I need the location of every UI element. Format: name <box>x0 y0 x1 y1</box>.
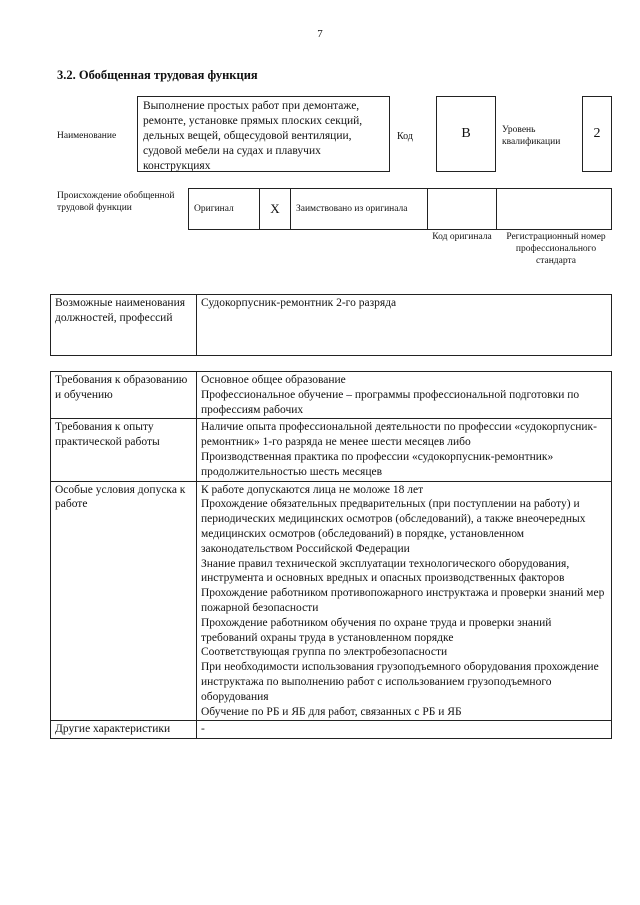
experience-label: Требования к опыту практической работы <box>51 419 197 481</box>
experience-value <box>197 419 612 481</box>
reg-number-caption: Регистрационный номер профессионального стандарта <box>506 232 606 266</box>
reg-number-cell <box>497 189 612 230</box>
origin-table <box>188 188 612 230</box>
origin-label: Происхождение обобщенной трудовой функции <box>57 191 175 213</box>
education-value <box>197 372 612 419</box>
list-item: Основное общее образование <box>201 374 346 386</box>
list-item: Соответствующая группа по электробезопасности <box>201 646 448 659</box>
list-item: Прохождение обязательных предварительных (при поступлении на работу) и периодических медицинских осмотров (обследований), а также внеочередных медицинских осмотров (обследований) в порядке, установленном законодательством Российской Федерации <box>201 498 586 555</box>
qualification-level-value: 2 <box>582 96 612 172</box>
code-original-caption: Код оригинала <box>432 232 492 242</box>
code-label: Код <box>397 131 413 142</box>
positions-label: Возможные наименования должностей, профессий <box>51 295 197 356</box>
original-mark: X <box>260 189 291 230</box>
section-title: 3.2. Обобщенная трудовая функция <box>57 68 258 82</box>
special-conditions-label: Особые условия допуска к работе <box>51 481 197 721</box>
list-item: Обучение по РБ и ЯБ для работ, связанных с РБ и ЯБ <box>201 705 462 718</box>
education-label: Требования к образованию и обучению <box>51 372 197 419</box>
original-label: Оригинал <box>189 189 260 230</box>
list-item: Прохождение работником противопожарного инструктажа и проверки знаний мер пожарной безопасности <box>201 587 605 614</box>
other-value <box>197 721 612 739</box>
positions-value: Судокорпусник-ремонтник 2-го разряда <box>197 295 612 356</box>
list-item: При необходимости использования грузоподъемного оборудования прохождение инструктажа по выполнению работ с использованием грузоподъемного оборудования <box>201 661 599 703</box>
table-row <box>51 419 612 481</box>
list-item: К работе допускаются лица не моложе 18 лет <box>201 483 424 496</box>
table-row <box>51 372 612 419</box>
list-item: Наличие опыта профессиональной деятельности по профессии «судокорпусник-ремонтник» 1-го разряда не менее шести месяцев либо <box>201 421 597 449</box>
positions-table <box>50 294 612 356</box>
requirements-table <box>50 371 612 739</box>
code-value: B <box>436 96 496 172</box>
list-item: Прохождение работником обучения по охране труда и проверки знаний требований охраны труда в установленном порядке <box>201 616 552 644</box>
name-label: Наименование <box>57 131 117 141</box>
special-conditions-value <box>197 481 612 721</box>
list-item: Производственная практика по профессии «судокорпусник-ремонтник» продолжительностью шесть месяцев <box>201 450 554 478</box>
list-item: - <box>201 723 205 736</box>
table-row <box>51 481 612 721</box>
table-row <box>51 721 612 739</box>
borrowed-label: Заимствовано из оригинала <box>291 189 428 230</box>
list-item: Знание правил технической эксплуатации технологического оборудования, инструмента и основных вредных и опасных производственных факторов <box>201 557 570 585</box>
other-label: Другие характеристики <box>51 721 197 739</box>
code-original-cell <box>428 189 497 230</box>
function-name: Выполнение простых работ при демонтаже, ремонте, установке прямых плоских секций, дельных вещей, общесудовой вентиляции, судовой мебели на судах и плавучих конструкциях <box>137 96 390 172</box>
list-item: Профессиональное обучение – программы профессиональной подготовки по профессиям рабочих <box>201 388 580 416</box>
qualification-level-label: Уровень квалификации <box>502 125 561 147</box>
page-number: 7 <box>317 28 323 40</box>
